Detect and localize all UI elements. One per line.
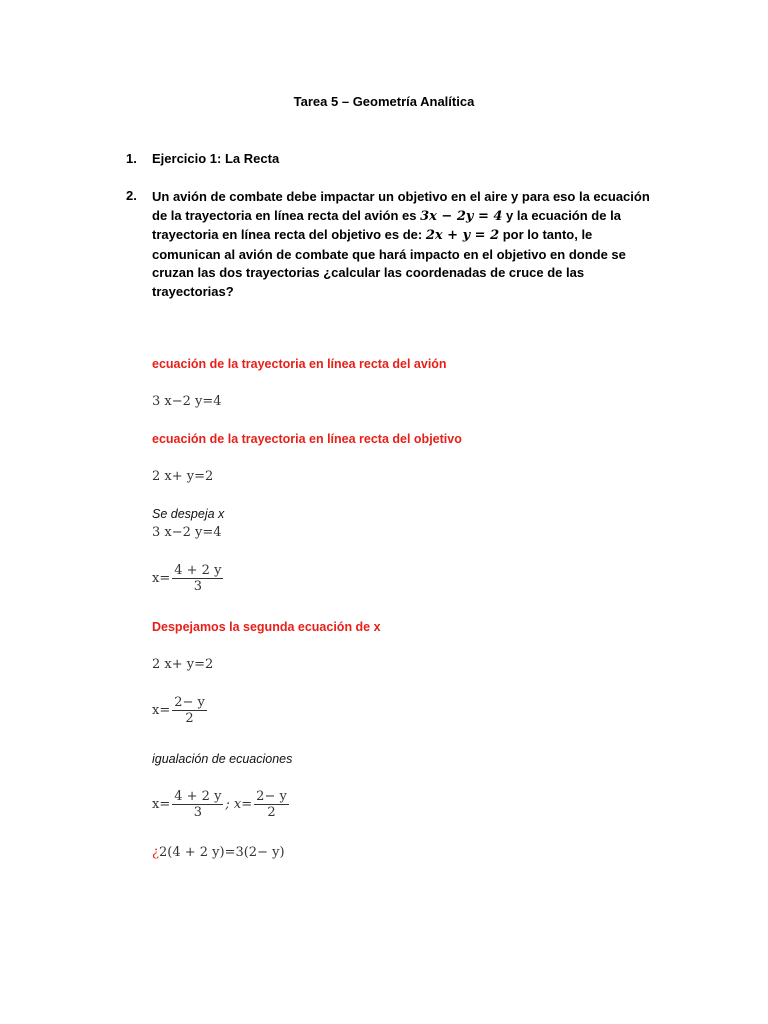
heading-target-equation: ecuación de la trayectoria en línea recta del objetivo [152, 432, 462, 446]
problem-text-b: y la ecuación de la trayectoria en línea recta del objetivo es de: [152, 207, 621, 242]
heading-solve-second: Despejamos la segunda ecuación de x [152, 620, 381, 634]
fraction-x-from-plane [152, 563, 225, 594]
fraction-denominator: 3 [193, 805, 202, 820]
fraction [172, 695, 207, 726]
fraction-numerator: 2− y [174, 695, 205, 710]
list-number-2: 2. [126, 188, 137, 203]
equation-equated [152, 845, 285, 860]
heading-plane-equation: ecuación de la trayectoria en línea recta del avión [152, 357, 447, 371]
equation-plane: 3 x−2 y=4 [152, 394, 222, 409]
problem-statement [152, 188, 652, 301]
problem-text-c: por lo tanto, le comunican al avión de combate que hará impacto en el objetivo en donde se cruzan las dos trayectorias ¿calcular las coordenadas de cruce de las trayectorias? [152, 227, 626, 299]
fraction-lhs: x= [152, 703, 171, 718]
fraction-separator: ; x= [225, 797, 253, 812]
problem-equation-target: 2x + y = 2 [425, 228, 500, 243]
fraction-pair [152, 789, 291, 820]
fraction-denominator: 2 [267, 805, 276, 820]
fraction [254, 789, 289, 820]
problem-equation-plane: 3x − 2y = 4 [420, 208, 503, 224]
fraction [172, 563, 223, 594]
note-equating: igualación de ecuaciones [152, 752, 293, 766]
page-title: Tarea 5 – Geometría Analítica [293, 94, 475, 109]
fraction-lhs: x= [152, 797, 171, 812]
fraction-denominator: 3 [193, 579, 202, 594]
fraction-denominator: 2 [185, 711, 194, 726]
inverted-question-mark: ¿ [152, 845, 159, 860]
fraction-numerator: 2− y [256, 789, 287, 804]
fraction [172, 789, 223, 820]
equation-plane-repeat: 3 x−2 y=4 [152, 525, 222, 540]
fraction-numerator: 4 + 2 y [174, 789, 222, 804]
equation-equated-text: 2(4 + 2 y)=3(2− y) [158, 845, 285, 860]
exercise-heading: Ejercicio 1: La Recta [152, 151, 280, 166]
problem-text-a: Un avión de combate debe impactar un objetivo en el aire y para eso la ecuación de la trayectoria en línea recta del avión es [152, 189, 650, 223]
fraction-numerator: 4 + 2 y [174, 563, 222, 578]
list-number-1: 1. [126, 151, 137, 166]
fraction-lhs: x= [152, 571, 171, 586]
note-solve-x: Se despeja x [152, 507, 225, 521]
equation-target: 2 x+ y=2 [152, 469, 214, 484]
equation-target-repeat: 2 x+ y=2 [152, 657, 214, 672]
fraction-x-from-target [152, 695, 209, 726]
